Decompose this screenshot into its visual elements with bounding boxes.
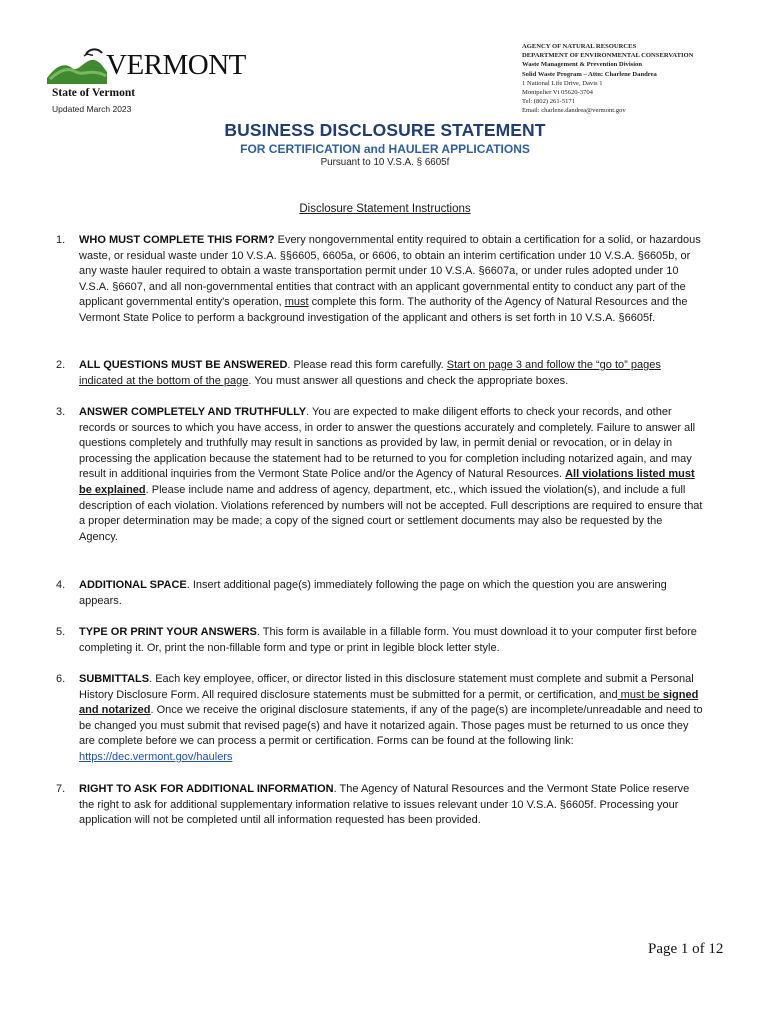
page-number: Page 1 of 12 [648,941,724,957]
item-body [79,405,703,545]
mountain-logo-icon [46,46,108,84]
item-emphasis: must be [617,688,663,701]
agency-line: Tel: (802) 261-5171 [522,98,576,106]
item-lead: RIGHT TO ASK FOR ADDITIONAL INFORMATION [79,783,334,795]
logo-wordmark: VERMONT [106,49,246,81]
item-text: . The Agency of Natural Resources and the Vermont State Police reserve the right to ask for additional supplementary information relative to issues relevant under 10 V.S.A. §6605f. Processing your application will not be completed until all information requested has been provided. [79,783,690,827]
item-body [79,358,703,389]
item-lead: ADDITIONAL SPACE [79,579,187,591]
item-lead: ANSWER COMPLETELY AND TRUTHFULLY [79,406,307,418]
item-number: 2. [56,359,66,371]
item-number: 4. [56,579,66,591]
item-emphasis: signed and notarized [79,688,699,717]
agency-line: Solid Waste Program – Attn: Charlene Dandrea [522,70,657,78]
document-subtitle: FOR CERTIFICATION and HAULER APPLICATIONS [240,142,530,156]
item-body [79,625,703,656]
agency-line: DEPARTMENT OF ENVIRONMENTAL CONSERVATION [522,52,694,60]
item-text: complete this form. The authority of the Agency of Natural Resources and the Vermont State Police to perform a background investigation of the applicant and others is set forth in 10 V.S.A. §6605f. [79,296,688,324]
item-number: 7. [56,783,66,795]
haulers-link[interactable]: https://dec.vermont.gov/haulers [79,750,233,763]
agency-line: Montpelier Vt 05620-3704 [522,89,593,97]
item-text: . You must answer all questions and check the appropriate boxes. [248,374,569,387]
item-text: . Once we receive the original disclosure statements, if any of the page(s) are incomplete/unreadable and need to be changed you must submit that revised page(s) and have it notarized again. Those pages must be returned to us once they are complete before we can process a permit or certification. Forms can be found at the following link: [79,704,703,748]
item-emphasis: Start on page 3 and follow the “go to” pages indicated at the bottom of the page [79,359,661,387]
item-number: 1. [56,234,66,246]
item-text: . This form is available in a fillable form. You must download it to your computer first before completing it. Or, print the non-fillable form and type or print in legible block letter style. [79,626,697,654]
item-lead: TYPE OR PRINT YOUR ANSWERS [79,626,257,638]
agency-line: AGENCY OF NATURAL RESOURCES [522,43,637,50]
updated-date: Updated March 2023 [52,104,132,114]
item-text: . Each key employee, officer, or director listed in this disclosure statement must complete and submit a Personal History Disclosure Form. All required disclosure statements must be submitted for a permit, or certification, and [79,673,694,701]
item-body [79,672,703,766]
item-emphasis: All violations listed must be explained [79,468,695,496]
agency-line: 1 National Life Drive, Davis 1 [522,79,603,87]
item-text: . Please read this form carefully. [287,359,447,371]
item-body [79,782,703,829]
item-number: 5. [56,626,66,638]
item-body [79,578,703,609]
item-text: Every nongovernmental entity required to obtain a certification for a solid, or hazardous waste, or residual waste under 10 V.S.A. §§6605, 6605a, or 6606, to obtain an interim certification under 10 V.S.A. §6605b, or any waste hauler required to obtain a waste transportation permit under 10 V.S.A. §6607a, or under rules adopted under 10 V.S.A. §6607, and all non-governmental entities that contract with an applicant governmental entity to conduct any part of the applicant governmental entity's operation, [79,234,701,309]
item-body [79,233,703,327]
item-number: 6. [56,673,66,685]
vermont-logo [46,46,246,84]
document-title: BUSINESS DISCLOSURE STATEMENT [224,120,546,140]
item-lead: SUBMITTALS [79,673,150,685]
item-lead: WHO MUST COMPLETE THIS FORM? [79,234,275,246]
item-lead: ALL QUESTIONS MUST BE ANSWERED [79,359,288,371]
state-label: State of Vermont [52,87,136,99]
item-text: . Please include name and address of agency, department, etc., which issued the violation(s), and include a full description of each violation. Violations referenced by numbers will not be accepted. Full descriptions are required to ensure that a proper determination may be made; a copy of the signed court or settlement documents may also be requested by the Agency. [79,483,703,543]
item-emphasis: must [284,296,309,309]
statute-reference: Pursuant to 10 V.S.A. § 6605f [320,157,450,168]
agency-email: Email: charlene.dandrea@vermont.gov [522,107,626,115]
agency-contact-block [522,42,693,116]
agency-line: Waste Management & Prevention Division [522,61,643,69]
instructions-heading: Disclosure Statement Instructions [299,203,471,215]
item-text: . You are expected to make diligent efforts to check your records, and other records or sources to which you have access, in order to answer the questions accurately and completely. Failure to answer all questions completely and truthfully may result in sanctions as provided by law, in permit denial or revocation, or in delay in processing the application because the statement had to be returned to you for completion including notarized again, and may result in additional inquiries from the Vermont State Police and/or the Agency of Natural Resources. [79,406,696,481]
item-number: 3. [56,406,66,418]
item-text: . Insert additional page(s) immediately following the page on which the question you are answering appears. [79,579,667,607]
